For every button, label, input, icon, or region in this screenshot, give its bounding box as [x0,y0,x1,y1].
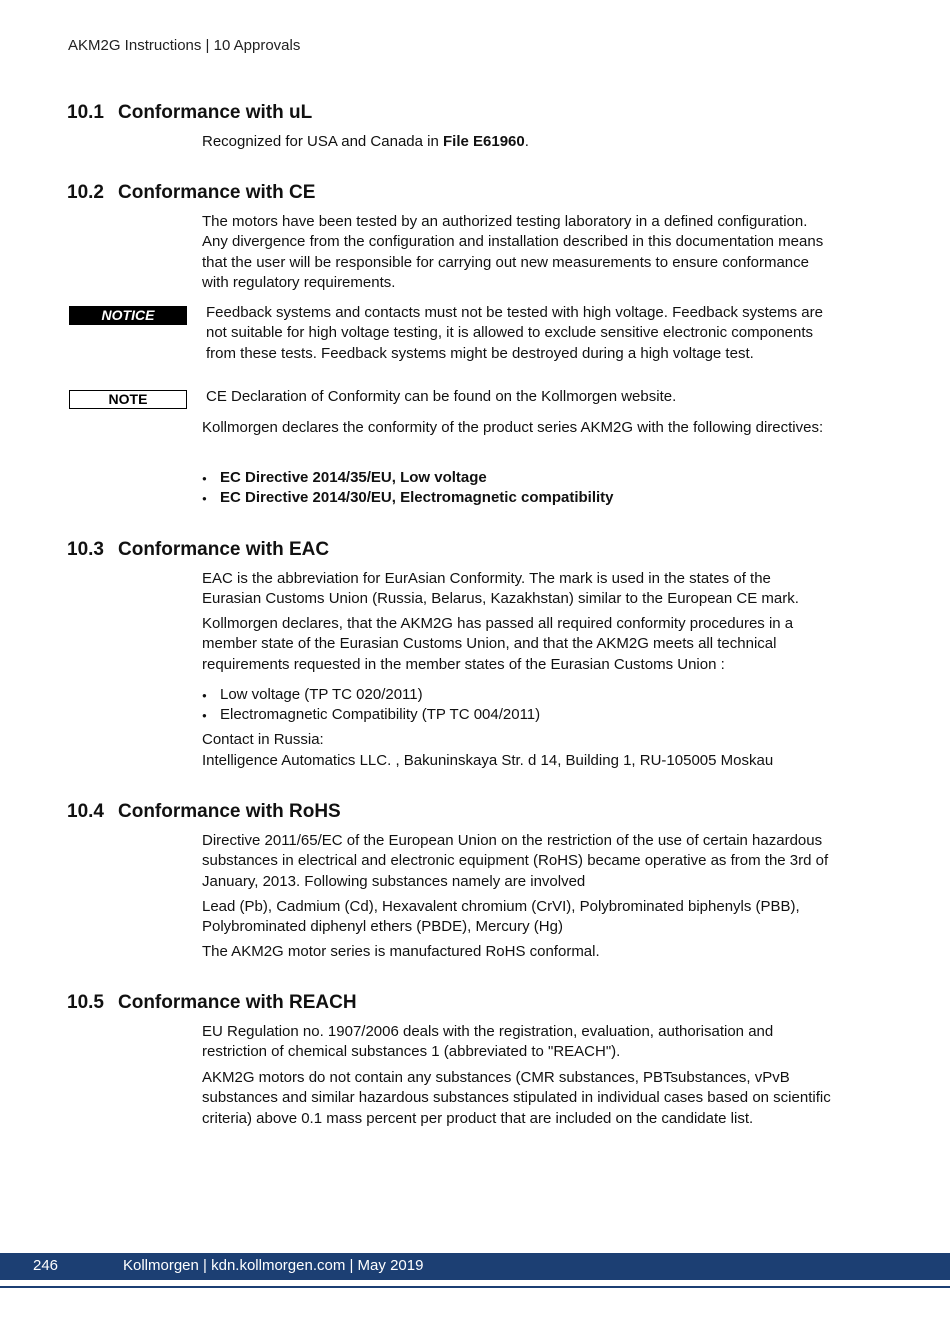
ce-directives-list [202,468,614,509]
ce-declares-paragraph: Kollmorgen declares the conformity of the product series AKM2G with the following directives: [202,419,824,436]
footer-divider [0,1286,950,1288]
rohs-paragraph-3: The AKM2G motor series is manufactured RoHS conformal. [202,943,600,960]
notice-paragraph: Feedback systems and contacts must not be tested with high voltage. Feedback systems are not suitable for high voltage testing, it is allowed to exclude sensitive electronic components from these tests. Feedback systems might be destroyed during a high voltage test. [206,304,823,362]
section-title-eac [67,539,329,561]
note-label-box: NOTE [69,390,187,409]
reach-paragraph-1: EU Regulation no. 1907/2006 deals with the registration, evaluation, authorisation and restriction of chemical substances 1 (abbreviated to "REACH"). [202,1023,774,1061]
ul-paragraph [202,132,832,152]
section-number: 10.4 [67,801,104,822]
list-item: ● EC Directive 2014/30/EU, Electromagnetic compatibility [202,488,614,508]
ul-file-number: File E61960 [443,133,525,150]
ul-text-end: . [524,133,529,150]
footer-text: Kollmorgen | kdn.kollmorgen.com | May 2019 [123,1257,424,1274]
eac-contact-address: Intelligence Automatics LLC. , Bakuninskaya Str. d 14, Building 1, RU-105005 Moskau [202,752,774,769]
ce-intro-paragraph: The motors have been tested by an authorized testing laboratory in a defined configuration. Any divergence from the configuration and installation described in this documentation means that the user will be responsible for carrying out new measurements to ensure conformance with regulatory requirements. [202,213,824,292]
section-number: 10.1 [67,102,104,123]
list-item: ● EC Directive 2014/35/EU, Low voltage [202,468,614,488]
section-number: 10.2 [67,182,104,203]
section-title-ul [67,102,312,124]
section-title-ce [67,182,315,204]
section-heading: Conformance with RoHS [118,801,341,822]
rohs-paragraph-1: Directive 2011/65/EC of the European Union on the restriction of the use of certain hazardous substances in electrical and electronic equipment (RoHS) became operative as from the 3rd of January, 2013. Following substances namely are involved [202,832,829,890]
rohs-paragraph-2: Lead (Pb), Cadmium (Cd), Hexavalent chromium (CrVI), Polybrominated biphenyls (PBB), Polybrominated diphenyl ethers (PBDE), Mercury (Hg) [202,898,800,936]
note-paragraph: CE Declaration of Conformity can be found on the Kollmorgen website. [206,388,677,405]
section-heading: Conformance with CE [118,182,316,203]
reach-paragraph-2: AKM2G motors do not contain any substances (CMR substances, PBTsubstances, vPvB substances and similar hazardous substances stipulated in individual cases based on scientific criteria) above 0.1 mass percent per product that are included on the candidate list. [202,1069,831,1127]
eac-paragraph-2: Kollmorgen declares, that the AKM2G has passed all required conformity procedures in a member state of the Eurasian Customs Union, and that the AKM2G meets all technical requirements requested in the member states of the Eurasian Customs Union : [202,615,794,673]
ul-text: Recognized for USA and Canada in [202,133,443,150]
section-number: 10.5 [67,992,104,1013]
section-heading: Conformance with EAC [118,539,330,560]
list-item: ● Low voltage (TP TC 020/2011) [202,685,540,705]
eac-paragraph-1: EAC is the abbreviation for EurAsian Conformity. The mark is used in the states of the Eurasian Customs Union (Russia, Belarus, Kazakhstan) similar to the European CE mark. [202,570,799,608]
eac-items-list [202,685,540,726]
footer-bar [0,1253,950,1280]
section-title-reach [67,992,357,1014]
section-number: 10.3 [67,539,104,560]
eac-contact-label: Contact in Russia: [202,731,324,748]
section-heading: Conformance with uL [118,102,313,123]
list-item: ● Electromagnetic Compatibility (TP TC 004/2011) [202,705,540,725]
notice-label-box: NOTICE [69,306,187,325]
page-header: AKM2G Instructions | 10 Approvals [68,37,301,54]
section-title-rohs [67,801,341,823]
page-number: 246 [33,1257,59,1274]
section-heading: Conformance with REACH [118,992,357,1013]
